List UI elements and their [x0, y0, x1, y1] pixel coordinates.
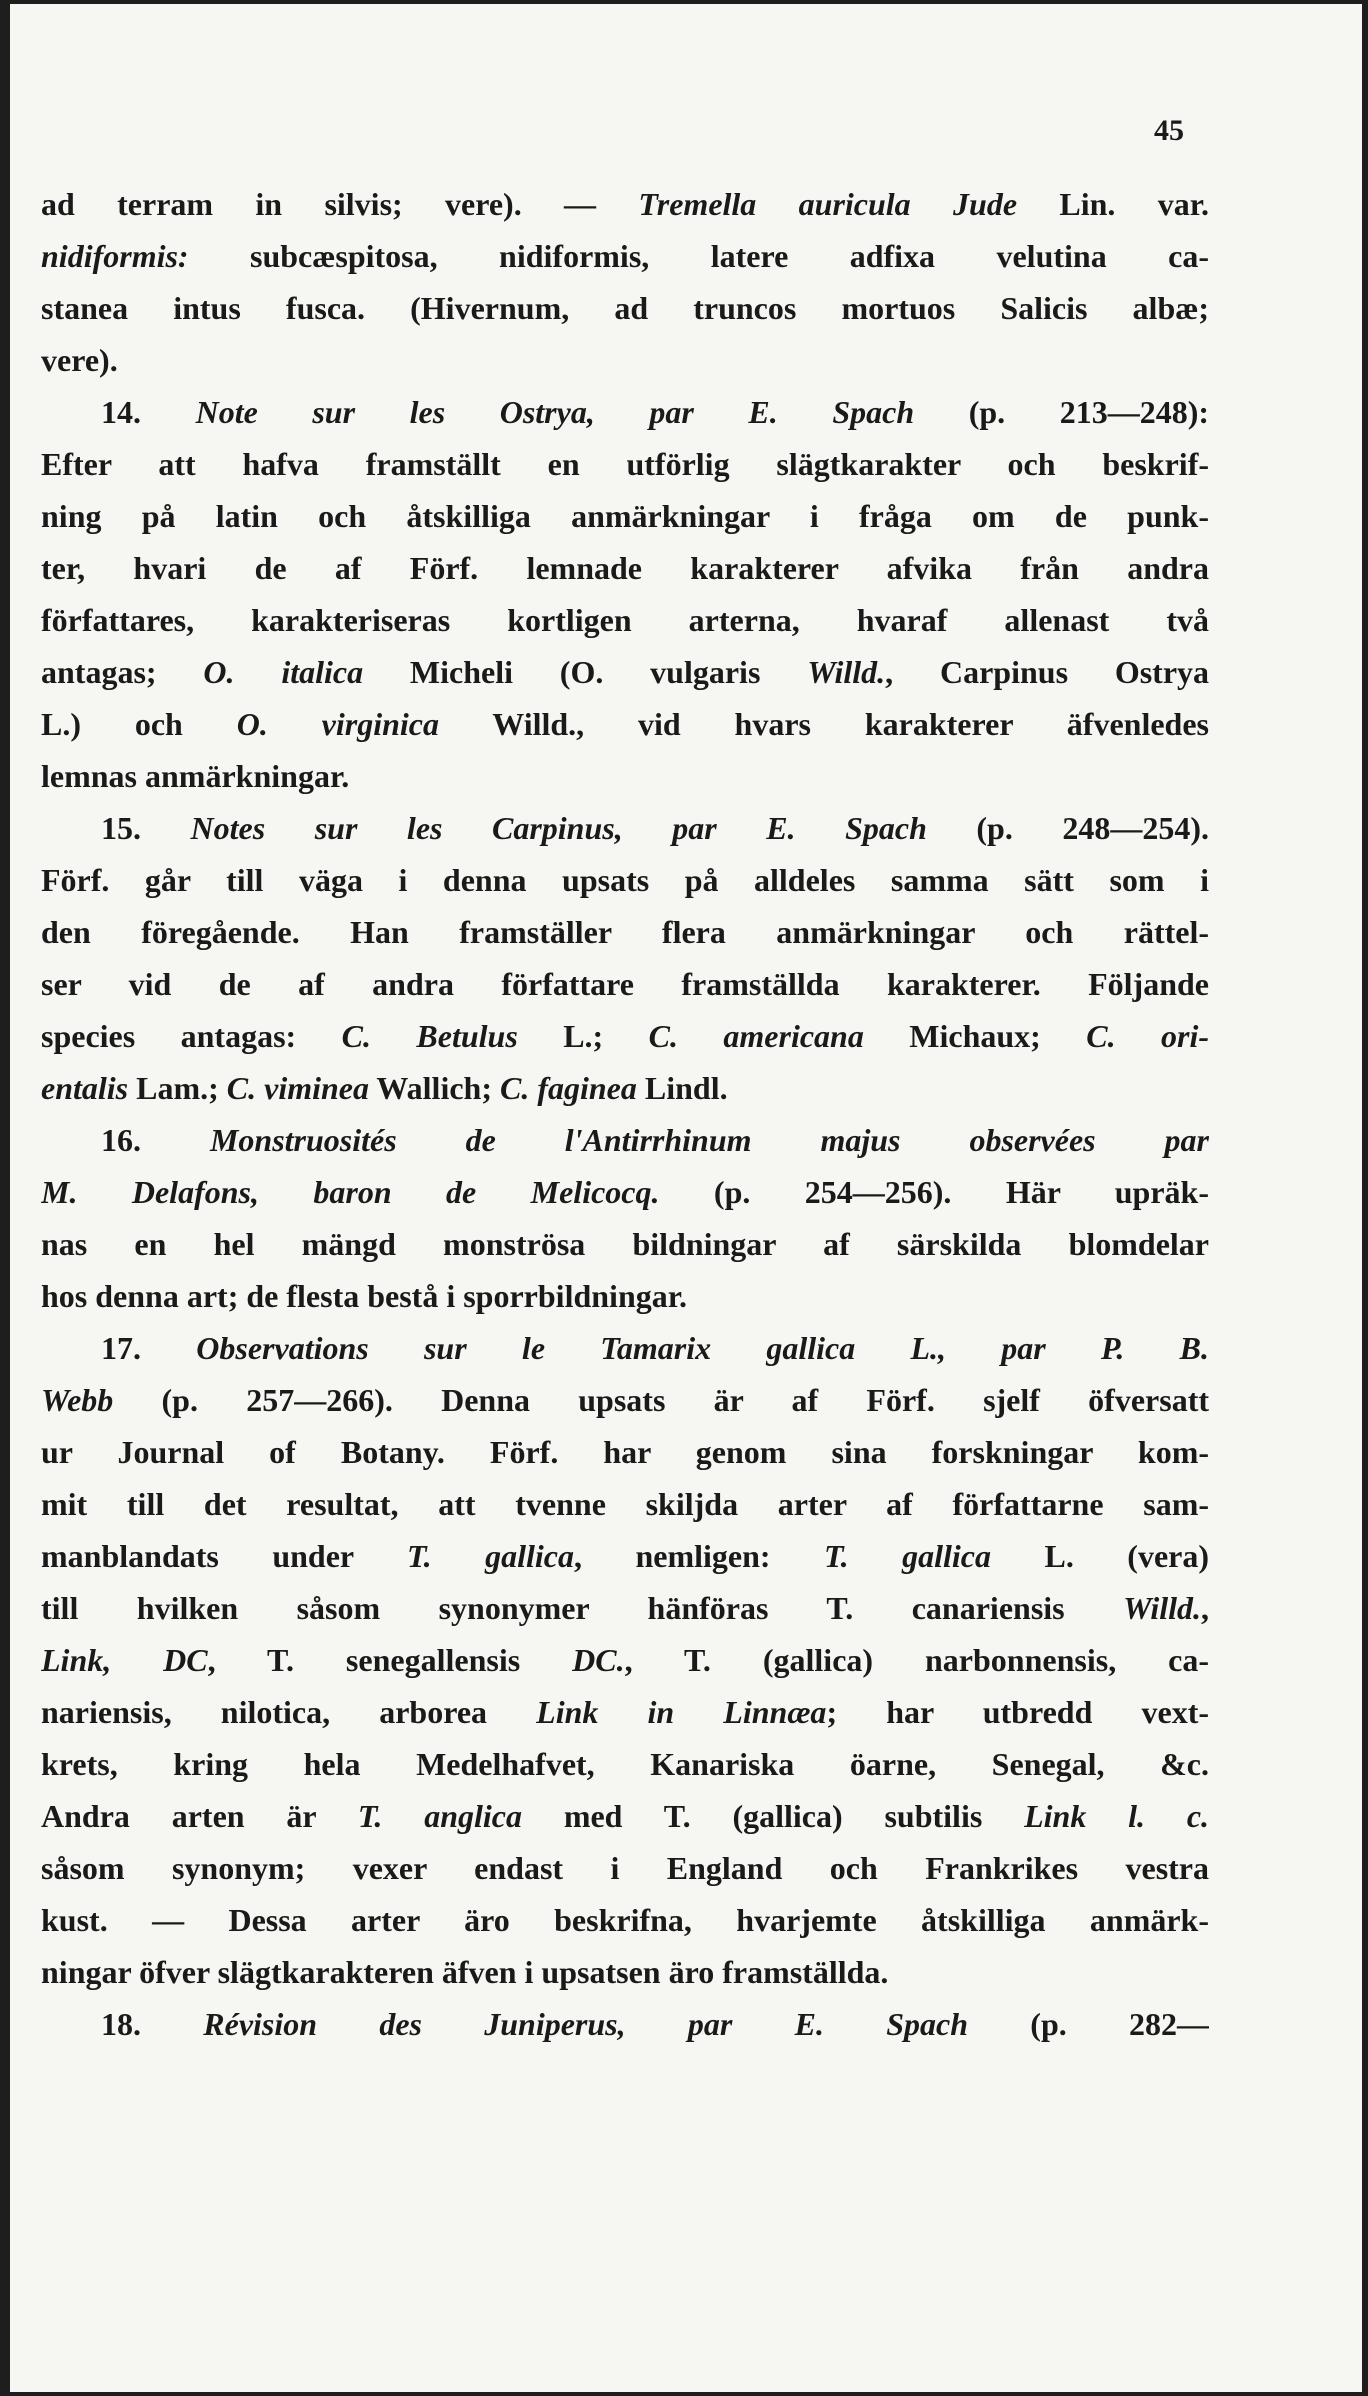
text-line — [41, 1426, 1209, 1478]
text-segment: Lin. var. — [1017, 186, 1209, 222]
text-segment: ur Journal of Botany. Förf. har genom sina forskningar kom- — [41, 1434, 1209, 1470]
text-segment: subcæspitosa, nidiformis, latere adfixa velutina ca- — [188, 238, 1209, 274]
text-segment: L.; — [517, 1018, 649, 1054]
italic-text: Notes sur les Carpinus, par E. Spach — [190, 810, 927, 846]
text-line — [41, 1270, 1209, 1322]
text-line — [41, 1374, 1209, 1426]
text-line — [41, 334, 1209, 386]
italic-text: Webb — [41, 1382, 114, 1418]
italic-text: Willd. — [1123, 1590, 1201, 1626]
text-segment: , nemligen: — [573, 1538, 825, 1574]
text-segment: 15. — [101, 810, 191, 846]
italic-text: Tremella auricula Jude — [638, 186, 1018, 222]
italic-text: Monstruosités de l'Antirrhinum majus observées par — [209, 1122, 1209, 1158]
text-segment: manblandats under — [41, 1538, 408, 1574]
text-segment: krets, kring hela Medelhafvet, Kanariska öarne, Senegal, &c. — [41, 1746, 1209, 1782]
text-line — [41, 542, 1209, 594]
text-segment: hos denna art; de flesta bestå i sporrbildningar. — [41, 1278, 687, 1314]
text-line — [41, 1790, 1209, 1842]
text-line — [41, 802, 1209, 854]
italic-text: entalis — [41, 1070, 129, 1106]
italic-text: nidiformis: — [41, 238, 189, 274]
text-line — [41, 178, 1209, 230]
page-number: 45 — [1154, 114, 1184, 147]
text-segment: nariensis, nilotica, arborea — [41, 1694, 537, 1730]
text-segment: såsom synonym; vexer endast i England och Frankrikes vestra — [41, 1850, 1209, 1886]
italic-text: O. italica — [203, 654, 364, 690]
text-segment: Lindl. — [636, 1070, 728, 1106]
italic-text: T. anglica — [357, 1798, 523, 1834]
text-segment: , — [1201, 1590, 1209, 1626]
italic-text: C. viminea — [226, 1070, 369, 1106]
text-line — [41, 230, 1209, 282]
text-segment: L. (vera) — [991, 1538, 1209, 1574]
text-line — [41, 1582, 1209, 1634]
italic-text: Link in Linnæa — [536, 1694, 827, 1730]
text-line — [41, 1010, 1209, 1062]
text-segment: ter, hvari de af Förf. lemnade karakterer afvika från andra — [41, 550, 1209, 586]
text-segment: med T. (gallica) subtilis — [522, 1798, 1025, 1834]
text-line — [41, 594, 1209, 646]
text-segment: till hvilken såsom synonymer hänföras T. canariensis — [41, 1590, 1124, 1626]
text-segment: Lam.; — [128, 1070, 227, 1106]
text-line — [41, 282, 1209, 334]
text-segment: (p. 282— — [968, 2006, 1209, 2042]
italic-text: C. Betulus — [341, 1018, 518, 1054]
text-segment: vere). — [41, 342, 118, 378]
text-segment: stanea intus fusca. (Hivernum, ad truncos mortuos Salicis albæ; — [41, 290, 1209, 326]
italic-text: O. virginica — [236, 706, 439, 742]
text-segment: författares, karakteriseras kortligen arterna, hvaraf allenast två — [41, 602, 1209, 638]
italic-text: Révision des Juniperus, par E. Spach — [203, 2006, 969, 2042]
text-segment: Efter att hafva framställt en utförlig slägtkarakter och beskrif- — [41, 446, 1209, 482]
text-line — [41, 1894, 1209, 1946]
body-text — [41, 178, 1209, 2050]
italic-text: M. Delafons, baron de Melicocq. — [41, 1174, 660, 1210]
text-line — [41, 1634, 1209, 1686]
text-segment: nas en hel mängd monströsa bildningar af särskilda blomdelar — [41, 1226, 1209, 1262]
italic-text: T. gallica — [407, 1538, 574, 1574]
italic-text: Link, DC — [41, 1642, 208, 1678]
text-segment: den föregående. Han framställer flera anmärkningar och rättel- — [41, 914, 1209, 950]
text-segment: ning på latin och åtskilliga anmärkningar i fråga om de punk- — [41, 498, 1209, 534]
text-line — [41, 490, 1209, 542]
text-segment: mit till det resultat, att tvenne skiljda arter af författarne sam- — [41, 1486, 1209, 1522]
italic-text: Willd. — [807, 654, 886, 690]
text-segment: (p. 248—254). — [926, 810, 1209, 846]
text-segment: L.) och — [41, 706, 237, 742]
italic-text: Note sur les Ostrya, par E. Spach — [195, 394, 915, 430]
text-line — [41, 386, 1209, 438]
italic-text: DC. — [572, 1642, 625, 1678]
text-line — [41, 1998, 1209, 2050]
text-line — [41, 1218, 1209, 1270]
scanned-page — [10, 4, 1362, 2392]
text-line — [41, 854, 1209, 906]
text-line — [41, 1842, 1209, 1894]
italic-text: Observations sur le Tamarix gallica L., par P. B. — [196, 1330, 1209, 1366]
text-line — [41, 698, 1209, 750]
text-segment: , T. senegallensis — [207, 1642, 573, 1678]
text-segment: 16. — [101, 1122, 210, 1158]
text-line — [41, 1686, 1209, 1738]
text-segment: Micheli (O. vulgaris — [363, 654, 808, 690]
text-line — [41, 1114, 1209, 1166]
text-segment: 14. — [101, 394, 196, 430]
italic-text: T. gallica — [824, 1538, 991, 1574]
text-line — [41, 646, 1209, 698]
italic-text: Link l. c. — [1024, 1798, 1209, 1834]
text-segment: ser vid de af andra författare framställda karakterer. Följande — [41, 966, 1209, 1002]
text-segment: (p. 257—266). Denna upsats är af Förf. sjelf öfversatt — [113, 1382, 1209, 1418]
text-segment: species antagas: — [41, 1018, 342, 1054]
text-line — [41, 958, 1209, 1010]
text-segment: (p. 254—256). Här upräk- — [659, 1174, 1209, 1210]
text-segment: Förf. går till väga i denna upsats på alldeles samma sätt som i — [41, 862, 1209, 898]
text-line — [41, 1946, 1209, 1998]
text-segment: ; har utbredd vext- — [826, 1694, 1209, 1730]
text-segment: Wallich; — [369, 1070, 500, 1106]
text-line — [41, 438, 1209, 490]
italic-text: C. ori- — [1086, 1018, 1209, 1054]
text-segment: ningar öfver slägtkarakteren äfven i upsatsen äro framställda. — [41, 1954, 889, 1990]
text-segment: 18. — [101, 2006, 204, 2042]
text-line — [41, 1478, 1209, 1530]
text-segment: , T. (gallica) narbonnensis, ca- — [624, 1642, 1209, 1678]
text-line — [41, 750, 1209, 802]
text-line — [41, 906, 1209, 958]
text-segment: Andra arten är — [41, 1798, 358, 1834]
text-segment: lemnas anmärkningar. — [41, 758, 350, 794]
text-segment: antagas; — [41, 654, 204, 690]
text-line — [41, 1530, 1209, 1582]
text-line — [41, 1738, 1209, 1790]
text-segment: kust. — Dessa arter äro beskrifna, hvarjemte åtskilliga anmärk- — [41, 1902, 1209, 1938]
text-line — [41, 1166, 1209, 1218]
italic-text: C. americana — [648, 1018, 864, 1054]
text-segment: (p. 213—248): — [914, 394, 1209, 430]
text-line — [41, 1062, 1209, 1114]
text-segment: , Carpinus Ostrya — [885, 654, 1209, 690]
text-line — [41, 1322, 1209, 1374]
text-segment: Michaux; — [863, 1018, 1087, 1054]
italic-text: C. faginea — [499, 1070, 637, 1106]
text-segment: 17. — [101, 1330, 197, 1366]
text-segment: Willd., vid hvars karakterer äfvenledes — [439, 706, 1209, 742]
text-segment: ad terram in silvis; vere). — — [41, 186, 639, 222]
